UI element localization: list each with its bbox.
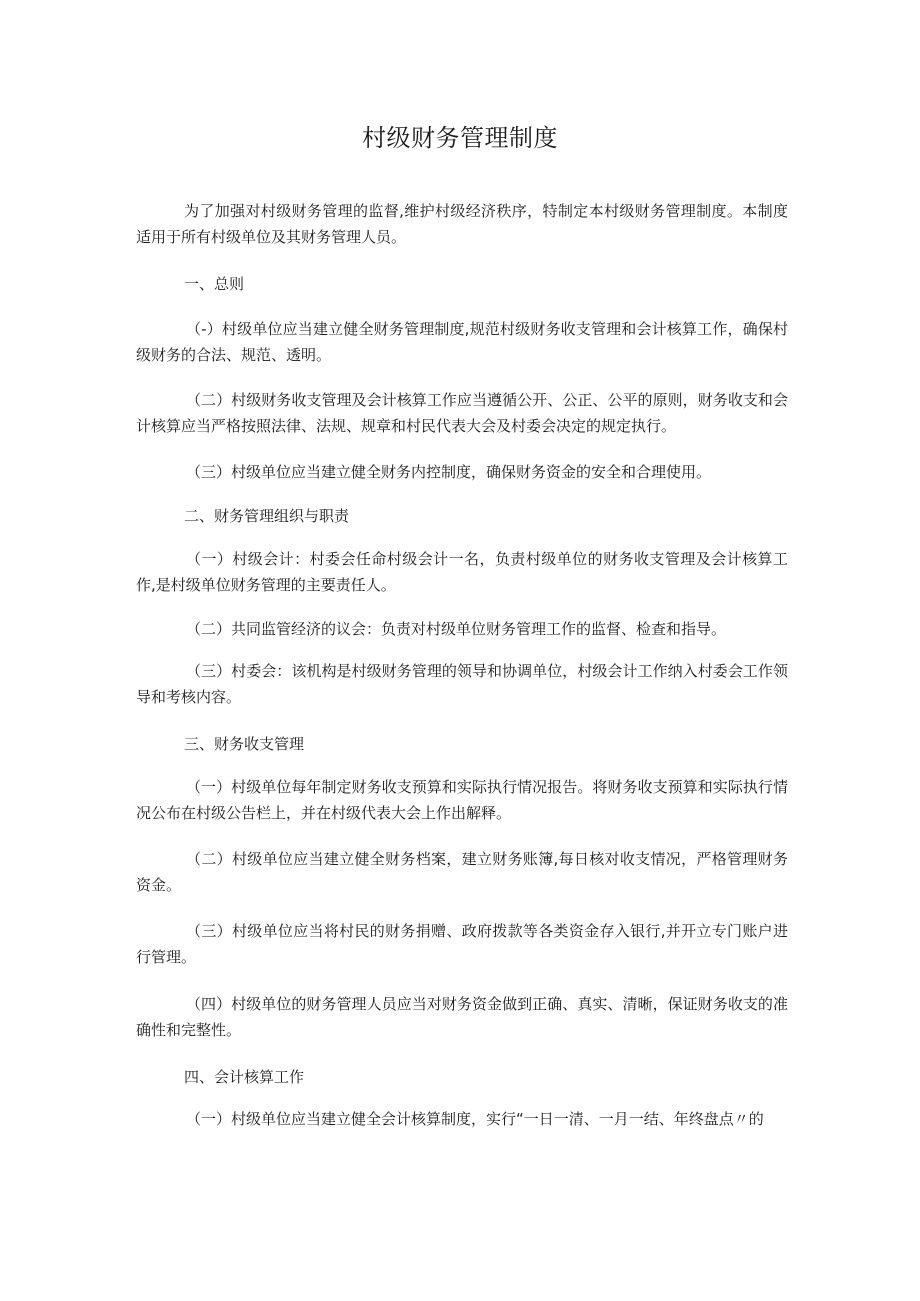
paragraph-2-1: （一）村级会计：村委会任命村级会计一名，负责村级单位的财务收支管理及会计核算工作,是村级单位财务管理的主要责任人。	[136, 550, 788, 594]
paragraph-3-2: （二）村级单位应当建立健全财务档案，建立财务账簿,每日核对收支情况，严格管理财务资金。	[136, 850, 788, 894]
paragraph-1-2: （二）村级财务收支管理及会计核算工作应当遵循公开、公正、公平的原则，财务收支和会计核算应当严格按照法律、法规、规章和村民代表大会及村委会决定的规定执行。	[136, 391, 788, 435]
paragraph-2-2: （二）共同监管经济的议会：负责对村级单位财务管理工作的监督、检查和指导。	[186, 620, 727, 638]
section-heading-accounting: 四、会计核算工作	[184, 1068, 305, 1086]
paragraph-4-1: （一）村级单位应当建立健全会计核算制度，实行“一日一清、一月一结、年终盘点〃的	[186, 1110, 764, 1128]
paragraph-3-3: （三）村级单位应当将村民的财务捐赠、政府拨款等各类资金存入银行,并开立专门账户进行管理。	[136, 922, 788, 966]
paragraph-2-3: （三）村委会：该机构是村级财务管理的领导和协调单位，村级会计工作纳入村委会工作领导和考核内容。	[136, 662, 788, 706]
intro-paragraph: 为了加强对村级财务管理的监督,维护村级经济秩序，特制定本村级财务管理制度。本制度适用于所有村级单位及其财务管理人员。	[136, 202, 788, 246]
paragraph-3-1: （一）村级单位每年制定财务收支预算和实际执行情况报告。将财务收支预算和实际执行情况公布在村级公告栏上，并在村级代表大会上作出解释。	[136, 778, 788, 822]
section-heading-income-expense: 三、财务收支管理	[184, 735, 305, 753]
document-title: 村级财务管理制度	[362, 124, 558, 152]
section-heading-general: 一、总则	[184, 275, 245, 293]
paragraph-1-1: （-）村级单位应当建立健全财务管理制度,规范村级财务收支管理和会计核算工作，确保村级财务的合法、规范、透明。	[136, 320, 788, 364]
section-heading-organization: 二、财务管理组织与职责	[184, 507, 350, 525]
paragraph-3-4: （四）村级单位的财务管理人员应当对财务资金做到正确、真实、清晰，保证财务收支的准确性和完整性。	[136, 995, 788, 1039]
paragraph-1-3: （三）村级单位应当建立健全财务内控制度，确保财务资金的安全和合理使用。	[186, 463, 712, 481]
